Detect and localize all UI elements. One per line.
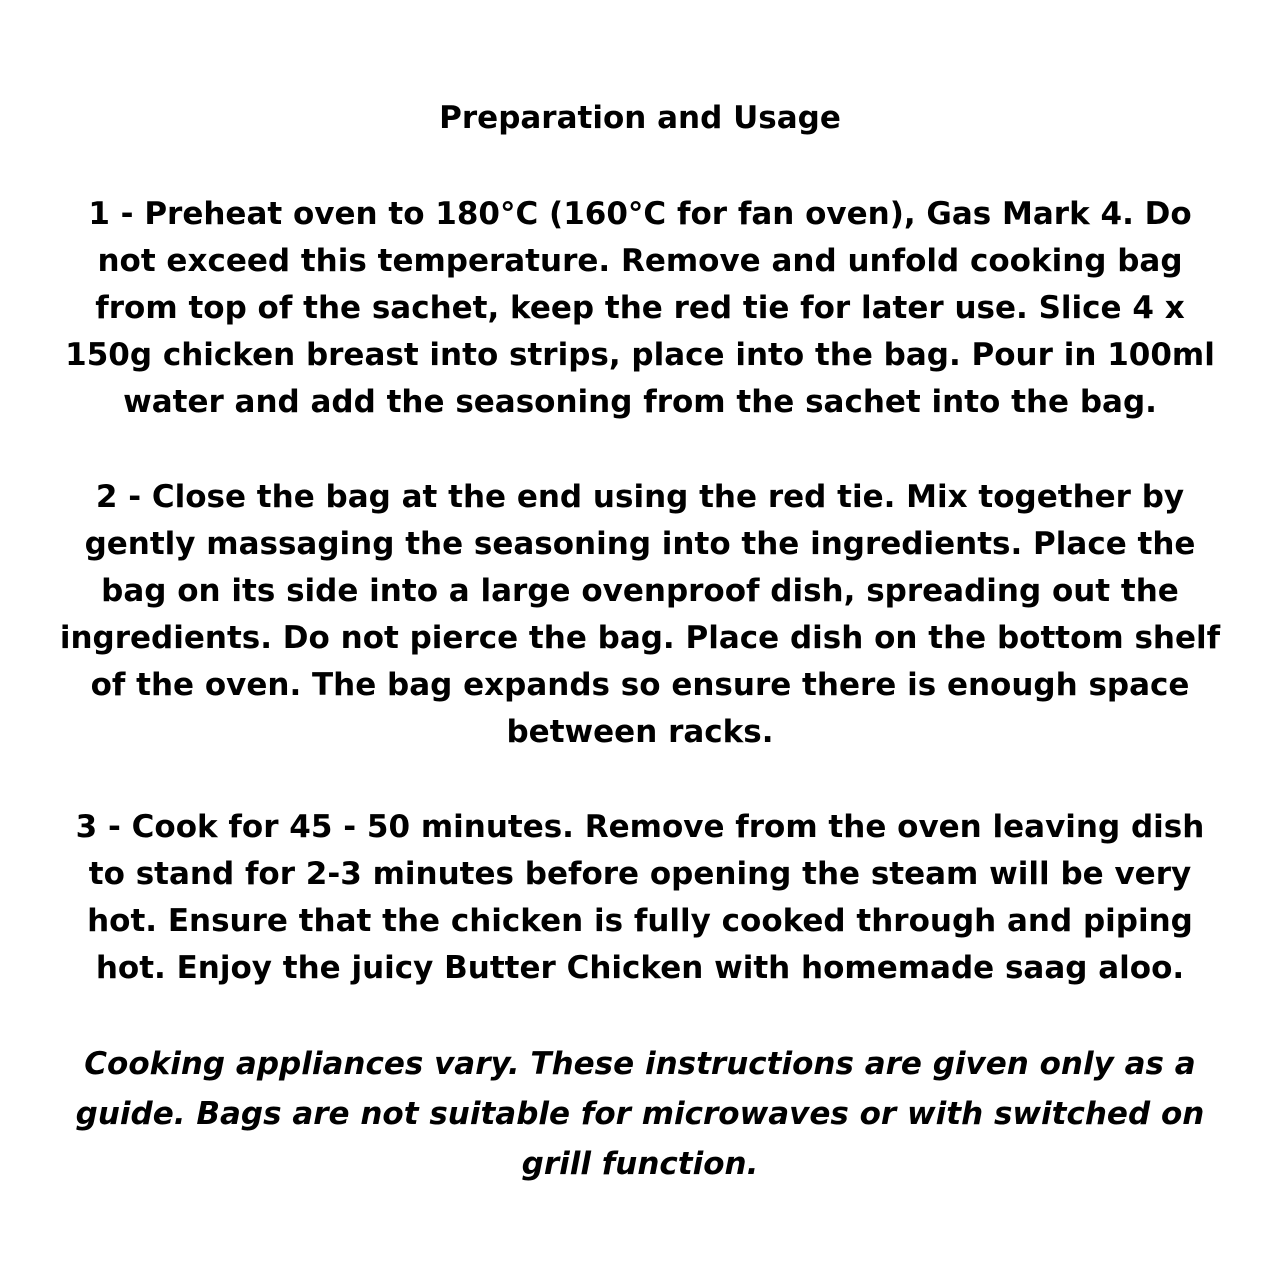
step-2-text: 2 - Close the bag at the end using the red tie. Mix together by gently massaging the seasoning into the ingredients. Place the bag on its side into a large ovenproof dish, spreading out the ingredients. Do not pierce the bag. Place dish on the bottom shelf of the oven. The bag expands so ensure there is enough space between racks. — [59, 479, 1221, 750]
step-1-text: 1 - Preheat oven to 180°C (160°C for fan oven), Gas Mark 4. Do not exceed this temperature. Remove and unfold cooking bag from top of the sachet, keep the red tie for later use. Slice 4 x 150g chicken breast into strips, place into the bag. Pour in 100ml water and add the seasoning from the sachet into the bag. — [65, 196, 1215, 420]
page-title: Preparation and Usage — [439, 100, 841, 136]
step-3-text: 3 - Cook for 45 - 50 minutes. Remove from the oven leaving dish to stand for 2-3 minutes before opening the steam will be very hot. Ensure that the chicken is fully cooked through and piping hot. Enjoy the juicy Butter Chicken with homemade saag aloo. — [75, 809, 1205, 986]
disclaimer-note: Cooking appliances vary. These instructions are given only as a guide. Bags are not suitable for microwaves or with switched on grill function. — [75, 1046, 1205, 1182]
